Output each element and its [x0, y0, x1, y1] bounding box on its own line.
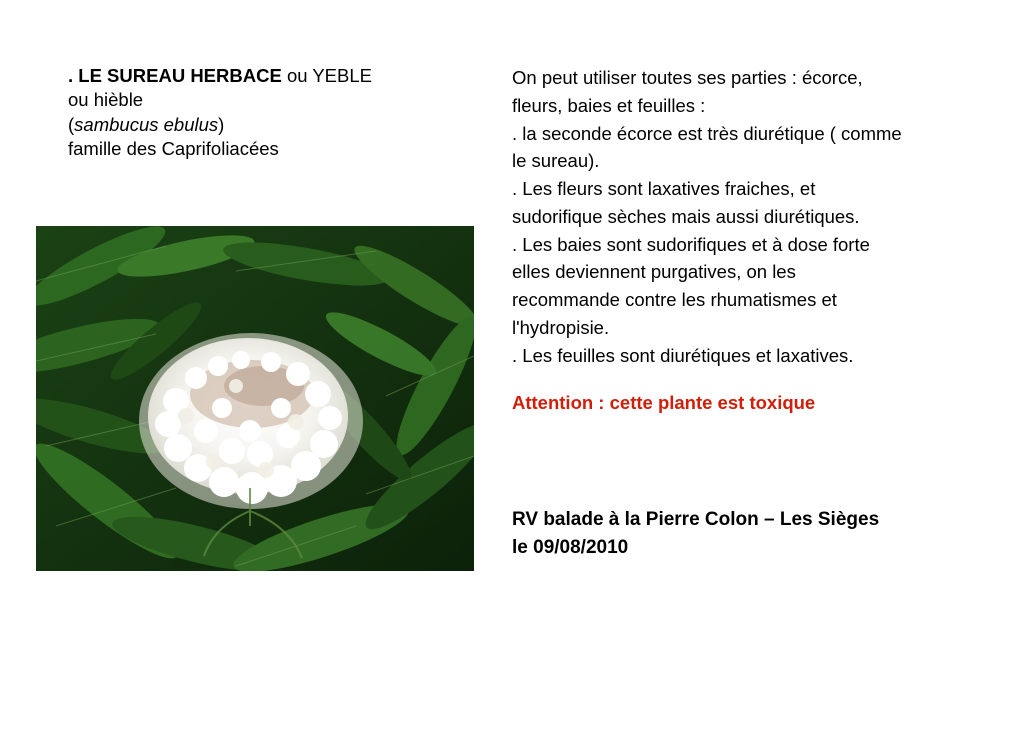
description-text: [512, 64, 960, 369]
plant-title-alt: ou YEBLE: [281, 65, 372, 86]
description-line: le sureau).: [512, 150, 600, 172]
event-footer: [512, 506, 972, 561]
description-line: . Les baies sont sudorifiques et à dose forte: [512, 233, 870, 255]
event-date: le 09/08/2010: [512, 536, 629, 558]
plant-title-alt2: ou hièble: [68, 89, 144, 111]
plant-latin-name: (sambucus ebulus): [68, 113, 225, 135]
description-line: sudorifique sèches mais aussi diurétiques.: [512, 205, 860, 227]
description-line: recommande contre les rhumatismes et: [512, 289, 837, 310]
toxicity-warning: Attention : cette plante est toxique: [512, 392, 816, 413]
plant-title: [68, 64, 468, 88]
plant-latin-name-italic: sambucus ebulus: [74, 113, 219, 135]
plant-title-main: . LE SUREAU HERBACE: [68, 65, 282, 86]
description-line: elles deviennent purgatives, on les: [512, 261, 796, 283]
title-block: [68, 64, 468, 162]
event-location: RV balade à la Pierre Colon – Les Sièges: [512, 509, 880, 530]
plant-photo: [36, 226, 474, 571]
description-line: . Les fleurs sont laxatives fraiches, et: [512, 178, 816, 199]
description-line: fleurs, baies et feuilles :: [512, 94, 706, 116]
description-line: l'hydropisie.: [512, 316, 610, 338]
plant-family: famille des Caprifoliacées: [68, 138, 279, 160]
description-line: . Les feuilles sont diurétiques et laxatives.: [512, 344, 854, 366]
description-line: On peut utiliser toutes ses parties : écorce,: [512, 67, 863, 88]
description-line: . la seconde écorce est très diurétique ( comme: [512, 122, 902, 144]
